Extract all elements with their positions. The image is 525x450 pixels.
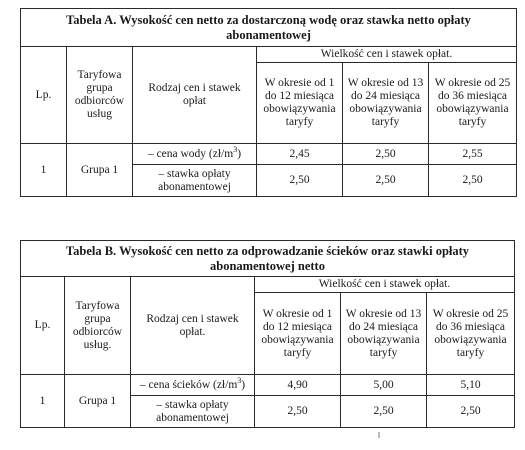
table-a-title: Tabela A. Wysokość cen netto za dostarczoną wodę oraz stawka netto opłaty abonamentowej: [21, 9, 517, 47]
table-b-header-period-2: W okresie od 13 do 24 miesiąca obowiązywania taryfy: [341, 293, 427, 375]
table-b-value-1-2: 5,00: [341, 375, 427, 396]
table-b-row-group: Grupa 1: [65, 375, 131, 428]
table-a-header-span: Wielkość cen i stawek opłat.: [257, 47, 517, 63]
table-a-header-group: Taryfowa grupa odbiorców usług: [67, 47, 133, 144]
table-a-value-1-1: 2,45: [257, 144, 343, 165]
table-a-row-label-1: – cena wody $(zł/m^3)$: [133, 144, 257, 165]
table-b-value-2-2: 2,50: [341, 396, 427, 428]
table-b-header-lp: Lp.: [21, 277, 65, 375]
table-b: [20, 240, 515, 428]
table-a-header-period-2: W okresie od 13 do 24 miesiąca obowiązywania taryfy: [343, 63, 429, 144]
table-a-value-2-3: 2,50: [429, 165, 517, 197]
table-b-value-1-3: 5,10: [427, 375, 515, 396]
table-b-value-1-1: 4,90: [255, 375, 341, 396]
table-a-row-group: Grupa 1: [67, 144, 133, 197]
table-b-title: Tabela B. Wysokość cen netto za odprowadzanie ścieków oraz stawki opłaty abonamentowej netto: [21, 241, 515, 277]
table-a-value-1-2: 2,50: [343, 144, 429, 165]
table-b-row-lp: 1: [21, 375, 65, 428]
table-a-value-2-2: 2,50: [343, 165, 429, 197]
table-b-header-span: Wielkość cen i stawek opłat.: [255, 277, 515, 293]
table-b-value-2-1: 2,50: [255, 396, 341, 428]
table-b-header-period-1: W okresie od 1 do 12 miesiąca obowiązywania taryfy: [255, 293, 341, 375]
scan-speck: [378, 432, 380, 438]
table-b-header-kind: Rodzaj cen i stawek opłat.: [131, 277, 255, 375]
table-b-value-2-3: 2,50: [427, 396, 515, 428]
table-a-header-lp: Lp.: [21, 47, 67, 144]
table-a-header-period-3: W okresie od 25 do 36 miesiąca obowiązywania taryfy: [429, 63, 517, 144]
table-b-row-label-2: – stawka opłaty abonamentowej: [131, 396, 255, 428]
table-a-row-label-2: – stawka opłaty abonamentowej: [133, 165, 257, 197]
table-b-row-label-1: – cena ścieków $(zł/m^3)$: [131, 375, 255, 396]
table-b-header-period-3: W okresie od 25 do 36 miesiąca obowiązywania taryfy: [427, 293, 515, 375]
table-a-header-period-1: W okresie od 1 do 12 miesiąca obowiązywania taryfy: [257, 63, 343, 144]
table-a-value-1-3: 2,55: [429, 144, 517, 165]
table-a-header-kind: Rodzaj cen i stawek opłat: [133, 47, 257, 144]
table-b-header-group: Taryfowa grupa odbiorców usług.: [65, 277, 131, 375]
table-a-value-2-1: 2,50: [257, 165, 343, 197]
table-a-row-lp: 1: [21, 144, 67, 197]
table-a: [20, 8, 517, 197]
